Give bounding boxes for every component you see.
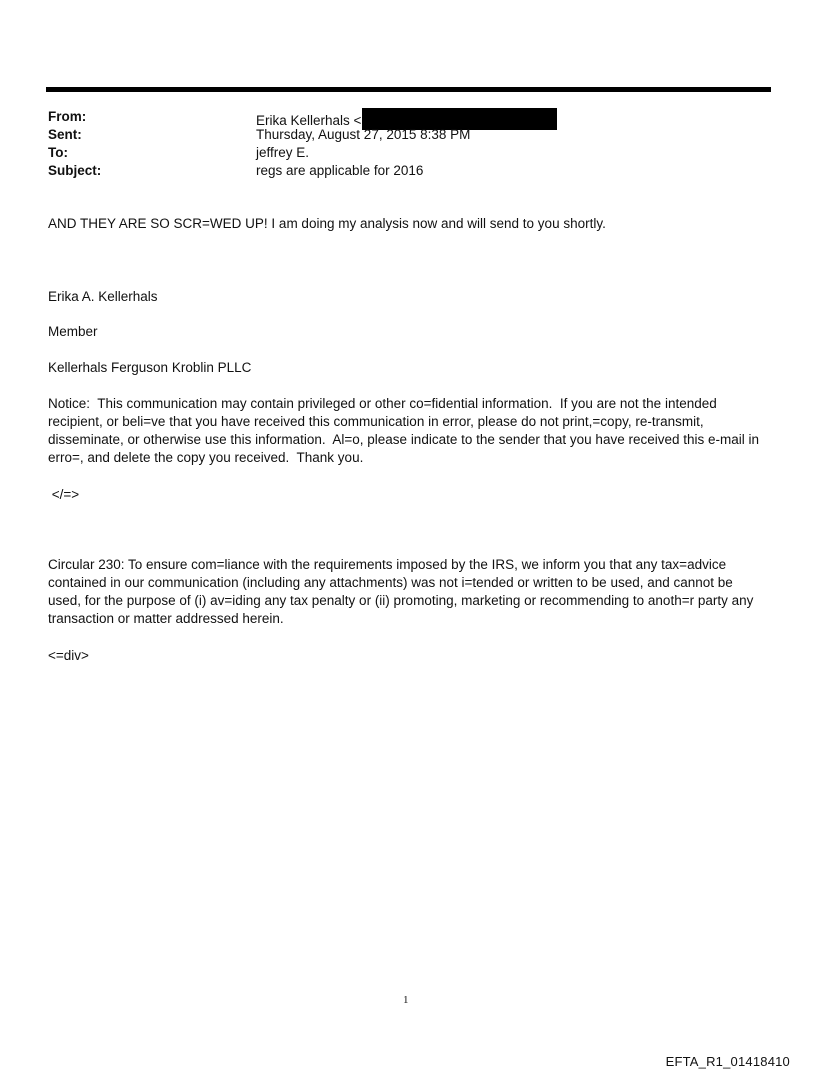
to-label: To:: [48, 145, 68, 160]
closing-tag-text: </=>: [48, 487, 80, 502]
signature-name: Erika A. Kellerhals: [48, 289, 158, 304]
from-row: [48, 108, 748, 126]
from-label: From:: [48, 109, 87, 124]
subject-row: [48, 162, 748, 180]
subject-value: regs are applicable for 2016: [256, 163, 424, 178]
signature-firm: Kellerhals Ferguson Kroblin PLLC: [48, 360, 252, 375]
sent-row: [48, 126, 748, 144]
header-rule: [46, 87, 771, 92]
div-tag-text: <=div>: [48, 648, 89, 663]
email-header: [48, 108, 748, 180]
circular-230-paragraph: Circular 230: To ensure com=liance with the requirements imposed by the IRS, we inform you that any tax=advice contained in our communication (including any attachments) was not i=tended or written to be used, and cannot be used, for the purpose of (i) av=iding any tax penalty or (ii) promoting, marketing or recommending to anoth=r party any transaction or matter addressed herein.: [48, 557, 754, 626]
sent-label: Sent:: [48, 127, 82, 142]
body-first-line: AND THEY ARE SO SCR=WED UP! I am doing my analysis now and will send to you shortly.: [48, 216, 606, 231]
to-value: jeffrey E.: [256, 145, 310, 160]
subject-label: Subject:: [48, 163, 102, 178]
to-row: [48, 144, 748, 162]
page-number: 1: [403, 994, 409, 1006]
signature-title: Member: [48, 324, 98, 339]
notice-paragraph: Notice: This communication may contain privileged or other co=fidential information. If you are not the intended recipient, or beli=ve that you have received this communication in error, please do not print,=copy, re-transmit, disseminate, or otherwise use this information. Al=o, please indicate to the sender that you have received this e-mail in erro=, and delete the copy you received. Thank you.: [48, 396, 760, 465]
sent-value: Thursday, August 27, 2015 8:38 PM: [256, 127, 471, 142]
from-sender: Erika Kellerhals <: [256, 113, 362, 128]
document-id: EFTA_R1_01418410: [665, 1054, 790, 1069]
